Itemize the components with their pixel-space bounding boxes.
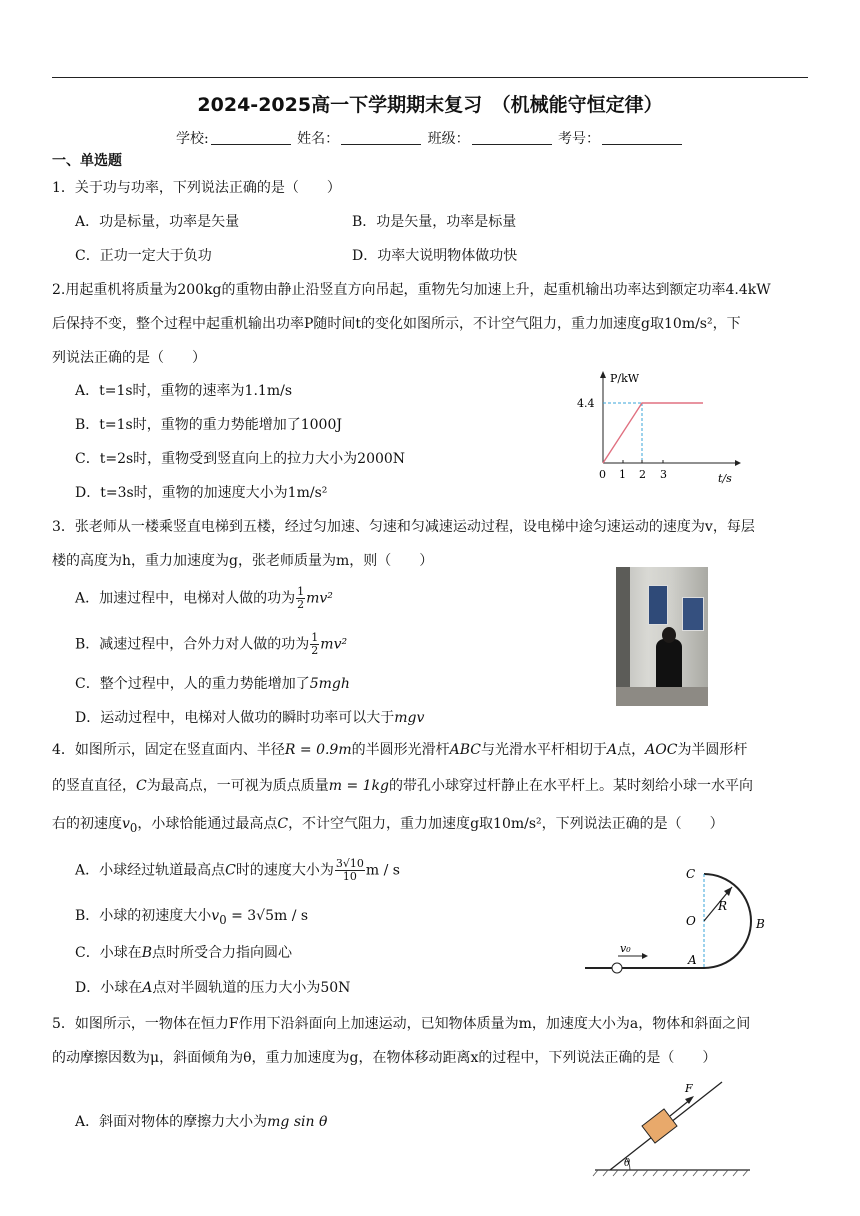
q2-option-a[interactable]: A．t=1s时，重物的速率为1.1m/s (75, 383, 292, 399)
q2-option-c[interactable]: C．t=2s时，重物受到竖直向上的拉力大小为2000N (75, 451, 406, 467)
graph-xlabel: t/s (718, 472, 732, 485)
q1-stem: 1．关于功与功率，下列说法正确的是（ ） (52, 180, 341, 196)
q1-option-c[interactable]: C．正功一定大于负功 (75, 248, 212, 264)
semicircle-rod (704, 874, 751, 968)
q2-stem-line1: 2.用起重机将质量为200kg的重物由静止沿竖直方向吊起，重物先匀加速上升，起重机输出功率达到额定功率4.4kW (52, 282, 771, 298)
q5-option-a[interactable]: A．斜面对物体的摩擦力大小为mg sin θ (75, 1114, 328, 1130)
q3-option-d-text: D．运动过程中，电梯对人做功的瞬时功率可以大于 (75, 710, 395, 726)
label-f: F (685, 1082, 693, 1095)
q3-option-a-text: A．加速过程中，电梯对人做的功为 (75, 590, 296, 607)
label-b: B (756, 917, 765, 931)
q3-a-mv2: mv² (306, 590, 333, 607)
class-label: 班级： (427, 131, 470, 147)
q3-b-fraction: $\frac{1}{2}$ (311, 631, 319, 657)
school-blank[interactable] (211, 130, 291, 145)
graph-y-arrow (600, 371, 606, 378)
q2-option-d[interactable]: D．t=3s时，重物的加速度大小为1m/s² (75, 485, 328, 501)
incline-figure (590, 1072, 755, 1182)
q4-stem-line2: 的竖直直径，C为最高点，一可视为质点质量m = 1kg的带孔小球穿过杆静止在水平杆上。某时刻给小球一水平向 (52, 778, 753, 794)
q2-stem-line2: 后保持不变，整个过程中起重机输出功率P随时间t的变化如图所示，不计空气阻力，重力加速度g取10m/s²，下 (52, 316, 741, 332)
graph-power-line (603, 403, 703, 463)
q4-option-c[interactable]: C．小球在B点时所受合力指向圆心 (75, 945, 293, 961)
q3-c-value: 5mgh (309, 676, 350, 692)
graph-y-tick-44: 4.4 (577, 397, 595, 410)
graph-x-tick-2: 2 (639, 468, 646, 481)
q1-option-b[interactable]: B．功是矢量，功率是标量 (352, 214, 517, 230)
graph-x-tick-3: 3 (660, 468, 667, 481)
elevator-photo (616, 567, 708, 706)
q3-option-d[interactable] (75, 707, 424, 727)
label-c: C (686, 867, 696, 881)
graph-x-arrow (735, 460, 741, 466)
q2-stem-line3: 列说法正确的是（ ） (52, 350, 206, 366)
graph-x-tick-0: 0 (599, 468, 606, 481)
q2-option-b[interactable]: B．t=1s时，重物的重力势能增加了1000J (75, 417, 342, 433)
label-theta: θ (624, 1158, 631, 1169)
q3-stem-line1: 3．张老师从一楼乘竖直电梯到五楼，经过匀加速、匀速和匀减速运动过程，设电梯中途匀速运动的速度为v，每层 (52, 519, 755, 535)
class-blank[interactable] (472, 130, 552, 145)
velocity-arrow (642, 953, 648, 959)
q5-stem-line2: 的动摩擦因数为μ，斜面倾角为θ，重力加速度为g，在物体移动距离x的过程中，下列说法正确的是（ ） (52, 1050, 717, 1066)
label-v0: v₀ (620, 942, 631, 955)
name-label: 姓名： (297, 131, 340, 147)
power-time-graph (575, 366, 745, 486)
label-o: O (686, 914, 696, 928)
top-rule (52, 77, 808, 78)
graph-ylabel: P/kW (610, 372, 640, 385)
number-blank[interactable] (602, 130, 682, 145)
q3-d-value: mgv (394, 710, 425, 726)
q3-b-mv2: mv² (320, 636, 348, 653)
q5-stem-line1: 5．如图所示，一物体在恒力F作用下沿斜面向上加速运动，已知物体质量为m，加速度大小为a，物体和斜面之间 (52, 1016, 751, 1032)
number-label: 考号： (558, 131, 601, 147)
q4-option-b[interactable]: B．小球的初速度大小$v_0 = 3√5m / s$ (75, 908, 309, 927)
q4-option-a[interactable]: A．小球经过轨道最高点C时的速度大小为 $\frac{3√10}{10}$ m / s (75, 857, 400, 883)
q4-stem-line1: 4．如图所示，固定在竖直面内、半径R = 0.9m的半圆形光滑杆ABC与光滑水平杆相切于A点，AOC为半圆形杆 (52, 742, 748, 758)
q4-option-d[interactable]: D．小球在A点对半圆轨道的压力大小为50N (75, 980, 351, 996)
graph-x-tick-1: 1 (619, 468, 626, 481)
q3-stem-line2: 楼的高度为h，重力加速度为g，张老师质量为m，则（ ） (52, 553, 434, 569)
q3-a-fraction: $\frac{1}{2}$ (297, 585, 305, 611)
q1-option-d[interactable]: D．功率大说明物体做功快 (352, 248, 518, 264)
q3-option-b-text: B．减速过程中，合外力对人做的功为 (75, 636, 310, 653)
q3-option-c[interactable] (75, 673, 350, 693)
name-blank[interactable] (341, 130, 421, 145)
semicircle-track-figure (580, 860, 780, 980)
label-r: R (718, 899, 728, 913)
ball (612, 963, 622, 973)
student-info-line (0, 128, 860, 148)
school-label: 学校: (175, 131, 209, 147)
page-title: 2024-2025高一下学期期末复习 （机械能守恒定律） (197, 94, 663, 116)
label-a: A (688, 953, 697, 967)
q1-option-a[interactable]: A．功是标量，功率是矢量 (75, 214, 240, 230)
q4-stem-line3: 右的初速度$v_0$，小球恰能通过最高点C，不计空气阻力，重力加速度g取10m/s²，下列说法正确的是（ ） (52, 816, 724, 835)
q3-option-c-text: C．整个过程中，人的重力势能增加了 (75, 676, 310, 692)
q3-option-b[interactable] (75, 632, 347, 657)
q3-option-a[interactable] (75, 586, 333, 611)
section-heading: 一、单选题 (52, 153, 122, 169)
